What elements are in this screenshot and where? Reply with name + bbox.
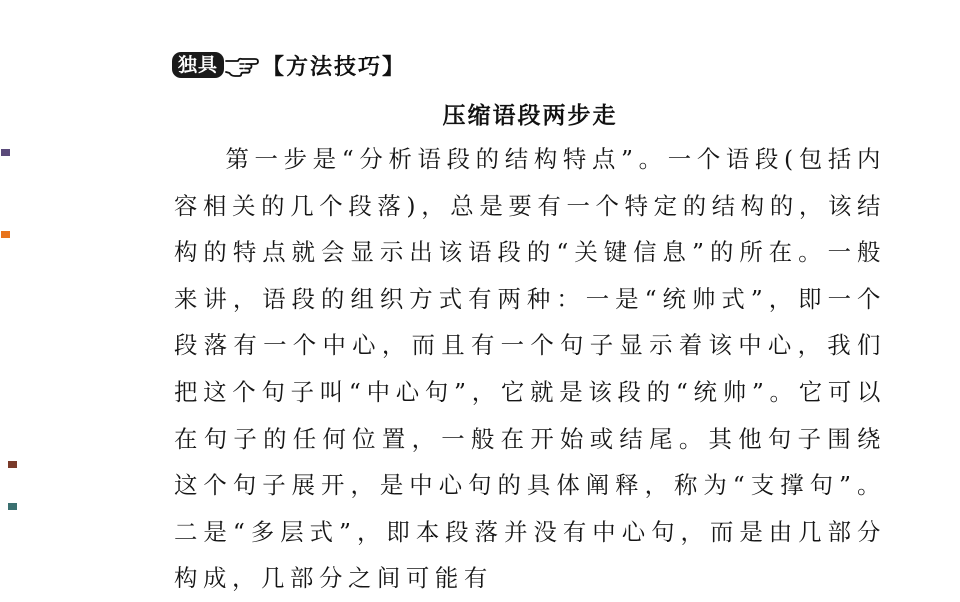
teal-square-marker [8,503,17,510]
purple-square-marker [1,149,10,156]
brown-square-marker [8,461,17,468]
orange-square-marker [1,231,10,238]
section-header [172,50,406,80]
section-label: 【方法技巧】 [262,54,407,80]
body-paragraph: 第一步是“分析语段的结构特点”。一个语段(包括内容相关的几个段落)，总是要有一个特定的结构的，该结构的特点就会显示出该语段的“关键信息”的所在。一般来讲，语段的组织方式有两种：一是“统帅式”，即一个段落有一个中心，而且有一个句子显示着该中心，我们把这个句子叫“中心句”，它就是该段的“统帅”。它可以在句子的任何位置，一般在开始或结尾。其他句子围绕这个句子展开，是中心句的具体阐释，称为“支撑句”。二是“多层式”，即本段落并没有中心句，而是由几部分构成，几部分之间可能有 [174,145,886,593]
exclusive-badge: 独具 [172,52,224,78]
page-title: 压缩语段两步走 [442,103,618,129]
pointing-hand-icon [224,52,260,78]
